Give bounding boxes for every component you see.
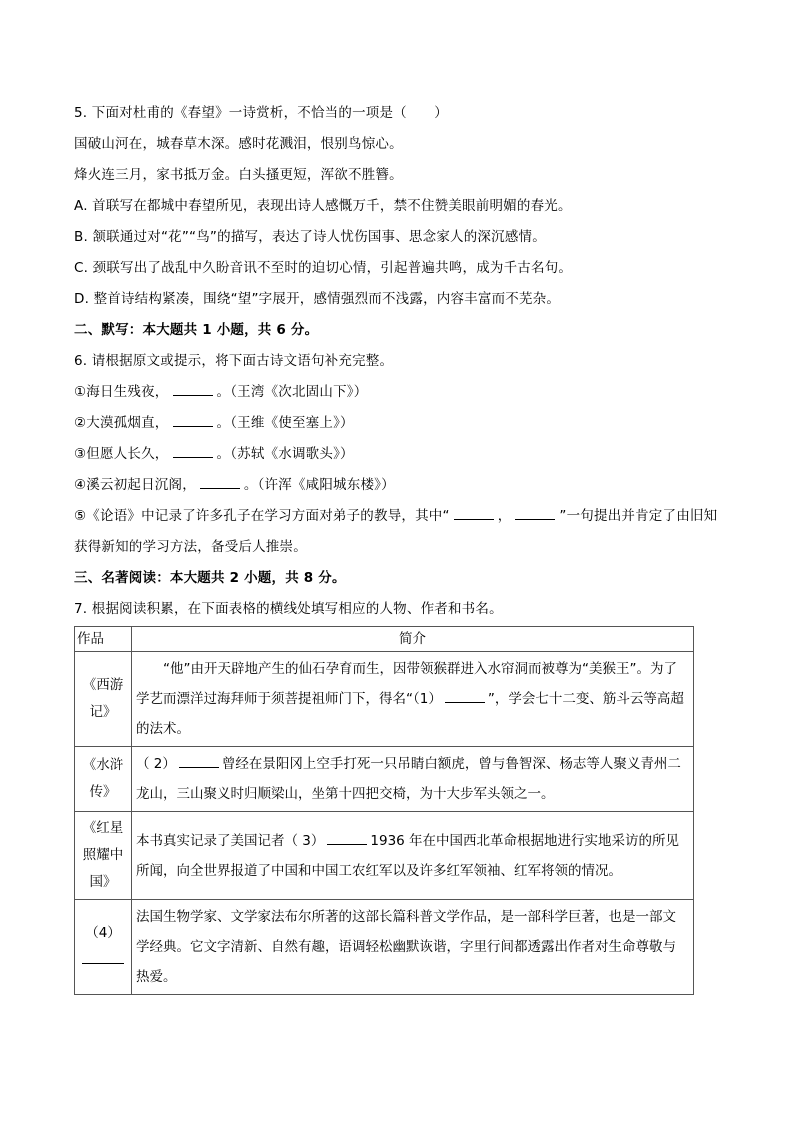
- answer-blank[interactable]: [173, 414, 213, 427]
- intro-cell: 本书真实记录了美国记者（ 3） 1936 年在中国西北革命根据地进行实地采访的所见所闻，向全世界报道了中国和中国工农红军以及许多红军领袖、红军将领的情况。: [132, 812, 694, 900]
- answer-blank[interactable]: [173, 383, 213, 396]
- answer-blank[interactable]: [327, 832, 367, 845]
- intro-cell: 法国生物学家、文学家法布尔所著的这部长篇科普文学作品，是一部科学巨著，也是一部文学经典。它文字清新、自然有趣，语调轻松幽默诙谐，字里行间都透露出作者对生命尊敬与热爱。: [132, 900, 694, 995]
- answer-blank[interactable]: [200, 476, 240, 489]
- work-cell: （4）: [75, 900, 132, 995]
- q5-option-d: D. 整首诗结构紧凑，围绕“望”字展开，感情强烈而不浅露，内容丰富而不芜杂。: [74, 291, 561, 307]
- table-header-row: [75, 627, 694, 652]
- q6-item2: ②大漠孤烟直， 。（王维《使至塞上》）: [74, 415, 354, 431]
- q5-poem-line1: 国破山河在，城春草木深。感时花溅泪，恨别鸟惊心。: [74, 136, 403, 152]
- intro-cell: （ 2） 曾经在景阳冈上空手打死一只吊睛白额虎，曾与鲁智深、杨志等人聚义青州二龙山，三山聚义时归顺梁山，坐第十四把交椅，为十大步军头领之一。: [132, 747, 694, 812]
- header-work: 作品: [75, 627, 132, 652]
- answer-blank[interactable]: [173, 445, 213, 458]
- work-cell: 《红星照耀中国》: [75, 812, 132, 900]
- section2-heading: 二、默写：本大题共 1 小题，共 6 分。: [74, 322, 319, 338]
- q6-item4: ④溪云初起日沉阁， 。（许浑《咸阳城东楼》）: [74, 477, 395, 493]
- q5-option-c: C. 颈联写出了战乱中久盼音讯不至时的迫切心情，引起普遍共鸣，成为千古名句。: [74, 260, 573, 276]
- q5-stem: 5. 下面对杜甫的《春望》一诗赏析，不恰当的一项是（ ）: [74, 105, 448, 121]
- q5-poem-line2: 烽火连三月，家书抵万金。白头搔更短，浑欲不胜簪。: [74, 167, 403, 183]
- table-row: [75, 652, 694, 747]
- q5-option-a: A. 首联写在都城中春望所见，表现出诗人感慨万千，禁不住赞美眼前明媚的春光。: [74, 198, 572, 214]
- q6-stem: 6. 请根据原文或提示，将下面古诗文语句补充完整。: [74, 353, 394, 369]
- q7-table: [74, 626, 694, 995]
- answer-blank[interactable]: [454, 507, 494, 520]
- answer-blank[interactable]: [82, 949, 124, 964]
- header-intro: 简介: [132, 627, 694, 652]
- q6-item1: ①海日生残夜， 。（王湾《次北固山下》）: [74, 384, 368, 400]
- work-cell: 《水浒传》: [75, 747, 132, 812]
- answer-blank[interactable]: [515, 507, 555, 520]
- table-row: [75, 812, 694, 900]
- answer-blank[interactable]: [179, 755, 219, 768]
- intro-cell: “他”由开天辟地产生的仙石孕育而生，因带领猴群进入水帘洞而被尊为“美猴王”。为了学艺而漂洋过海拜师于须菩提祖师门下，得名“（1） ”，学会七十二变、筋斗云等高超的法术。: [132, 652, 694, 747]
- work-cell: 《西游记》: [75, 652, 132, 747]
- q7-stem: 7. 根据阅读积累，在下面表格的横线处填写相应的人物、作者和书名。: [74, 601, 503, 617]
- table-row: [75, 900, 694, 995]
- q6-item3: ③但愿人长久， 。（苏轼《水调歌头》）: [74, 446, 354, 462]
- q5-option-b: B. 颔联通过对“花”“鸟”的描写，表达了诗人忧伤国事、思念家人的深沉感情。: [74, 229, 546, 245]
- table-row: [75, 747, 694, 812]
- q6-item5: ⑤《论语》中记录了许多孔子在学习方面对弟子的教导，其中“ ， ”一句提出并肯定了由旧知获得新知的学习方法，备受后人推崇。: [74, 508, 718, 555]
- answer-blank[interactable]: [445, 690, 485, 703]
- section3-heading: 三、名著阅读：本大题共 2 小题，共 8 分。: [74, 570, 346, 586]
